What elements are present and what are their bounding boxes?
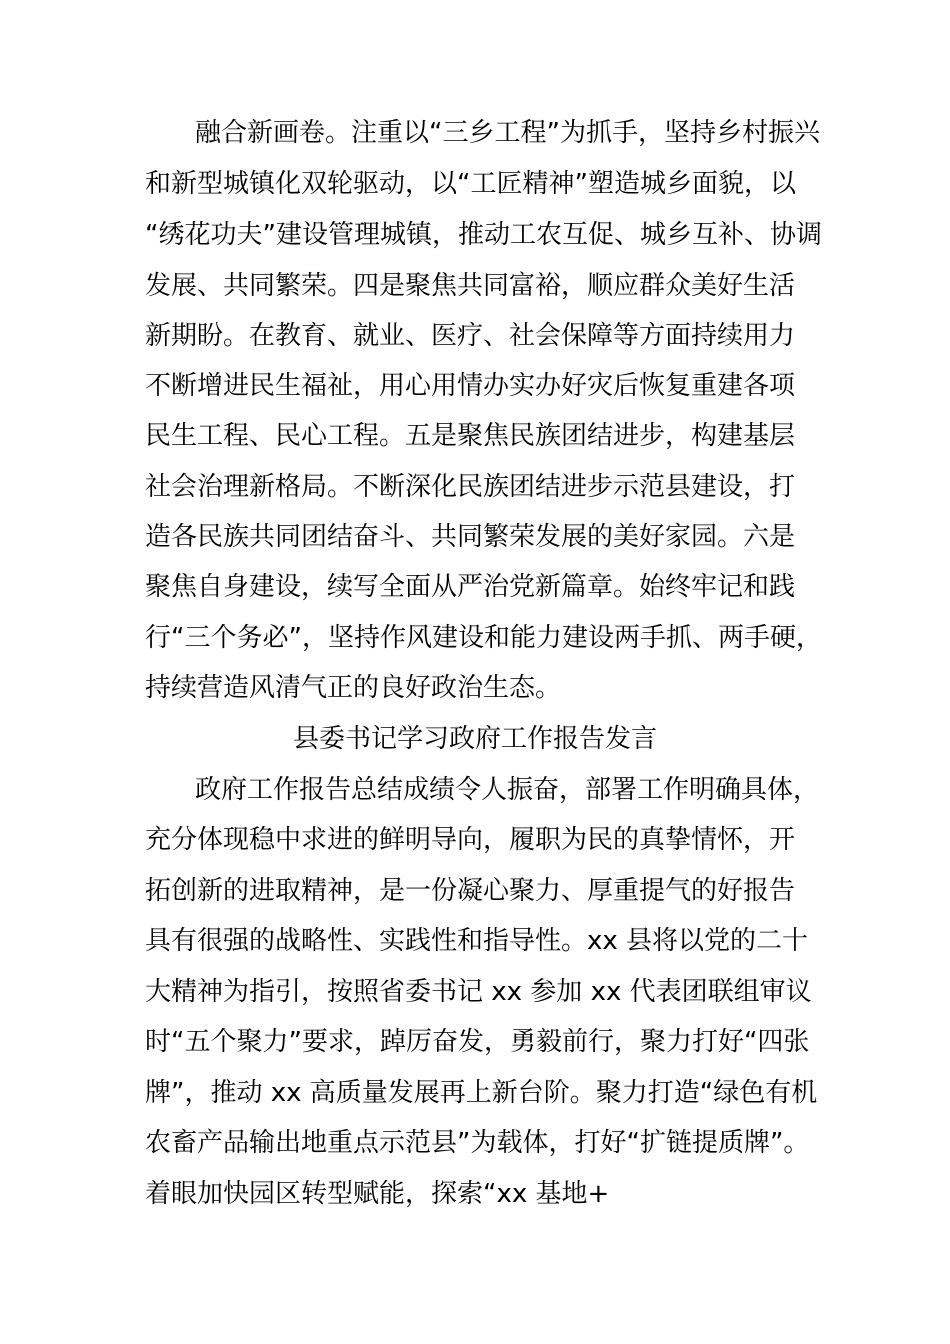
paragraph-line: 行“三个务必”，坚持作风建设和能力建设两手抓、两手硬， [145, 623, 822, 653]
paragraph-line: 发展、共同繁荣。四是聚焦共同富裕，顺应群众美好生活 [145, 271, 796, 301]
paragraph-line: 融合新画卷。注重以“三乡工程”为抓手，坚持乡村振兴 [195, 118, 820, 148]
paragraph-line: 社会治理新格局。不断深化民族团结进步示范县建设，打 [145, 472, 796, 502]
section-title: 县委书记学习政府工作报告发言 [292, 724, 657, 754]
paragraph-line: 着眼加快园区转型赋能，探索“xx 基地+ [145, 1179, 610, 1209]
paragraph-line: 充分体现稳中求进的鲜明导向，履职为民的真挚情怀，开 [145, 825, 796, 855]
paragraph-line: 拓创新的进取精神，是一份凝心聚力、厚重提气的好报告 [145, 876, 796, 906]
paragraph-line: 具有很强的战略性、实践性和指导性。xx 县将以党的二十 [145, 926, 809, 956]
paragraph-line: 新期盼。在教育、就业、医疗、社会保障等方面持续用力 [145, 321, 796, 351]
paragraph-line: 牌”，推动 xx 高质量发展再上新台阶。聚力打造“绿色有机 [145, 1078, 818, 1108]
paragraph-line: 造各民族共同团结奋斗、共同繁荣发展的美好家园。六是 [145, 522, 796, 552]
paragraph-line: 大精神为指引，按照省委书记 xx 参加 xx 代表团联组审议 [145, 977, 812, 1007]
paragraph-line: 和新型城镇化双轮驱动，以“工匠精神”塑造城乡面貌，以 [145, 169, 796, 199]
paragraph-line: 政府工作报告总结成绩令人振奋，部署工作明确具体， [195, 775, 820, 805]
paragraph-line: 农畜产品输出地重点示范县”为载体，打好“扩链提质牌”。 [145, 1128, 810, 1158]
paragraph-line: 民生工程、民心工程。五是聚焦民族团结进步，构建基层 [145, 421, 796, 451]
paragraph-line: 时“五个聚力”要求，踔厉奋发，勇毅前行，聚力打好“四张 [145, 1027, 810, 1057]
paragraph-line: 持续营造风清气正的良好政治生态。 [145, 673, 562, 703]
paragraph-line: 聚焦自身建设，续写全面从严治党新篇章。始终牢记和践 [145, 572, 796, 602]
paragraph-line: “绣花功夫”建设管理城镇，推动工农互促、城乡互补、协调 [145, 220, 822, 250]
paragraph-line: 不断增进民生福祉，用心用情办实办好灾后恢复重建各项 [145, 371, 796, 401]
